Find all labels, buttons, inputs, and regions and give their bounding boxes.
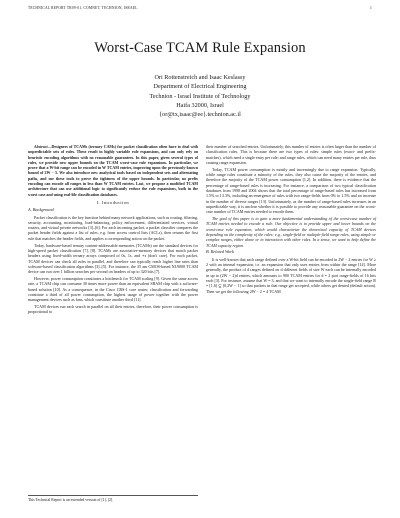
subsection-heading-related-work: B. Related Work [206, 249, 234, 255]
paragraph: Today, hardware-based ternary content-addressable memories (TCAMs) are the standard devices for high-speed packet classification [7], [8]. TCAMs are associative-memory devices that match packet headers using fixed-width ternary arrays composed of 0s, 1s, and ∗s (don't care). For each packet, TCAM devices can check all rules in parallel, and therefore can typically reach higher line rates than software-based classification algorithms [3]–[5]. For instance, the 35 am CMOS-based NL9000 TCAM device can run over 1 billion searches per second on headers of up to 320 bits [7]. [28, 242, 198, 275]
abstract-text: —Designers of TCAMs (ternary CAMs) for packet classification often have to deal with unpredictable sets of rules. These result in highly variable rule expansions, and can only rely on heuristic encoding algorithms with no reasonable guarantees. In this paper, given several types of rules, we provide new upper bounds on the TCAM worst-case rule expansions. In particular, we prove that a W-bit range can be encoded in W TCAM entries, improving upon the previously-known bound of 2W − 5. We also introduce new analytical tools based on independent sets and alternating paths, and use these tools to prove the tightness of the upper bounds. In particular, no prefix encoding can encode all ranges in less than W TCAM entries. Last, we propose a modified TCAM architecture that can use additional logic to significantly reduce the rule expansions, both in the worst case and using real-life classification databases. [28, 144, 198, 197]
subsection-heading-background: A. Background [28, 207, 54, 213]
right-column [206, 144, 376, 295]
author-names: Ori Rottenstreich and Isaac Keslassy [154, 74, 246, 81]
paragraph: Today, TCAM power consumption is mostly and increasingly due to range expansion. Typically, while range rules constitute a minority of the rules, they also cause the majority of the entries, and therefore the majority of the TCAM power consumption [1,2]. In addition, there is evidence that the percentage of range-based rules is increasing. For instance, a comparison of two typical classification databases from 1998 and 2004 shows that the total percentage of range-based rules has increased from 1.5% to 13.3%, including an emergence of rules with two range-fields from 0% to 1.5% and an increase in the number of diverse ranges [13]. Unfortunately, as the number of range-based rules increases in an unpredictable way, it is unclear whether it is possible to provide any reasonable guarantee on the worst-case number of TCAM entries needed to encode them. [206, 166, 376, 215]
section-heading-introduction: I. Introduction [97, 199, 129, 205]
paragraph: However, power consumption constitutes a bottleneck for TCAM scaling [9]. Given the same access rate, a TCAM chip can consume 30 times more power than an equivalent SRAM chip with a software-based solution [10]. As a consequence, in the Cisco CRS-1 core router, classification and forwarding constitute a third of all power consumption, the highest usage of power together with the power management devices such as fans, which constitute another third [11]. [28, 276, 198, 303]
paragraph: It is well-known that each range defined over a W-bit field can be encoded in 2W − 2 entries for W ≥ 2 with an internal expansion, i.e. an expansion that only uses entries from within the range [14]. More generally, the product of d ranges defined on d different fields of size W each can be internally encoded in up to (2W − 2)d entries, which amounts to 900 TCAM entries for d = 2 port range-fields of 16 bits each [3]. For instance, assume that W = 3, and that we want to internally encode the single-field range R = [1,6] ⊆ [0,2W − 1] so that packets in that range get accepted, while others get denied (default action). Then we get the following 2W − 2 = 4 TCAM [206, 256, 376, 294]
author-block [0, 73, 400, 119]
paragraph: Packet classification is the key function behind many network applications, such as routing, filtering, security, accounting, monitoring, load-balancing, policy enforcement, differentiated services, virtual routers, and virtual private networks [3]–[6]. For each incoming packet, a packet classifier compares the packet header fields against a list of rules, e.g. from access control lists (ACLs), then returns the first rule that matches the header fields, and applies a corresponding action on the packet. [28, 214, 198, 241]
running-header [28, 6, 372, 14]
author-department: Department of Electrical Engineering [153, 83, 247, 91]
paper-title: Worst-Case TCAM Rule Expansion [94, 40, 306, 56]
author-institution: Technion - Israel Institute of Technology [149, 92, 251, 100]
page-number: 1 [370, 6, 372, 10]
author-email: {or@tx,isaac@ee}.technion.ac.il [159, 111, 241, 119]
author-city: Haifa 32000, Israel [176, 101, 224, 109]
paragraph-goal: The goal of this paper is to gain a more fundamental understanding of the worst-case number of TCAM entries needed to encode a rule. Our objective is to provide upper and lower bounds on the worst-case rule expansion, which would characterize the theoretical capacity of TCAM devices depending on the complexity of the rules: e.g., single-field or multiple-field range rules, using simple or complex ranges, either alone or in interaction with other rules. In a sense, we want to help define the TCAM capacity region. [206, 216, 376, 248]
footnote: This Technical Report is an extended version of [1], [2]. [28, 495, 198, 502]
running-header-left: TECHNICAL REPORT TR09-01, COMNET, TECHNION, ISRAEL [28, 6, 138, 10]
abstract-label: Abstract [34, 144, 48, 149]
abstract [28, 144, 198, 197]
paragraph: their number of searched entries. Unfortunately, this number of entries is often larger than the number of classification rules. This is because there are two types of rules: simple rules (exact- and prefix-matches), which need a single entry per rule; and range rules, which can need many entries per rule, thus causing range expansion. [206, 144, 376, 165]
paragraph: TCAM devices run each search in parallel on all their entries, therefore, their power consumption is proportional to [28, 304, 198, 315]
left-column [28, 144, 198, 316]
